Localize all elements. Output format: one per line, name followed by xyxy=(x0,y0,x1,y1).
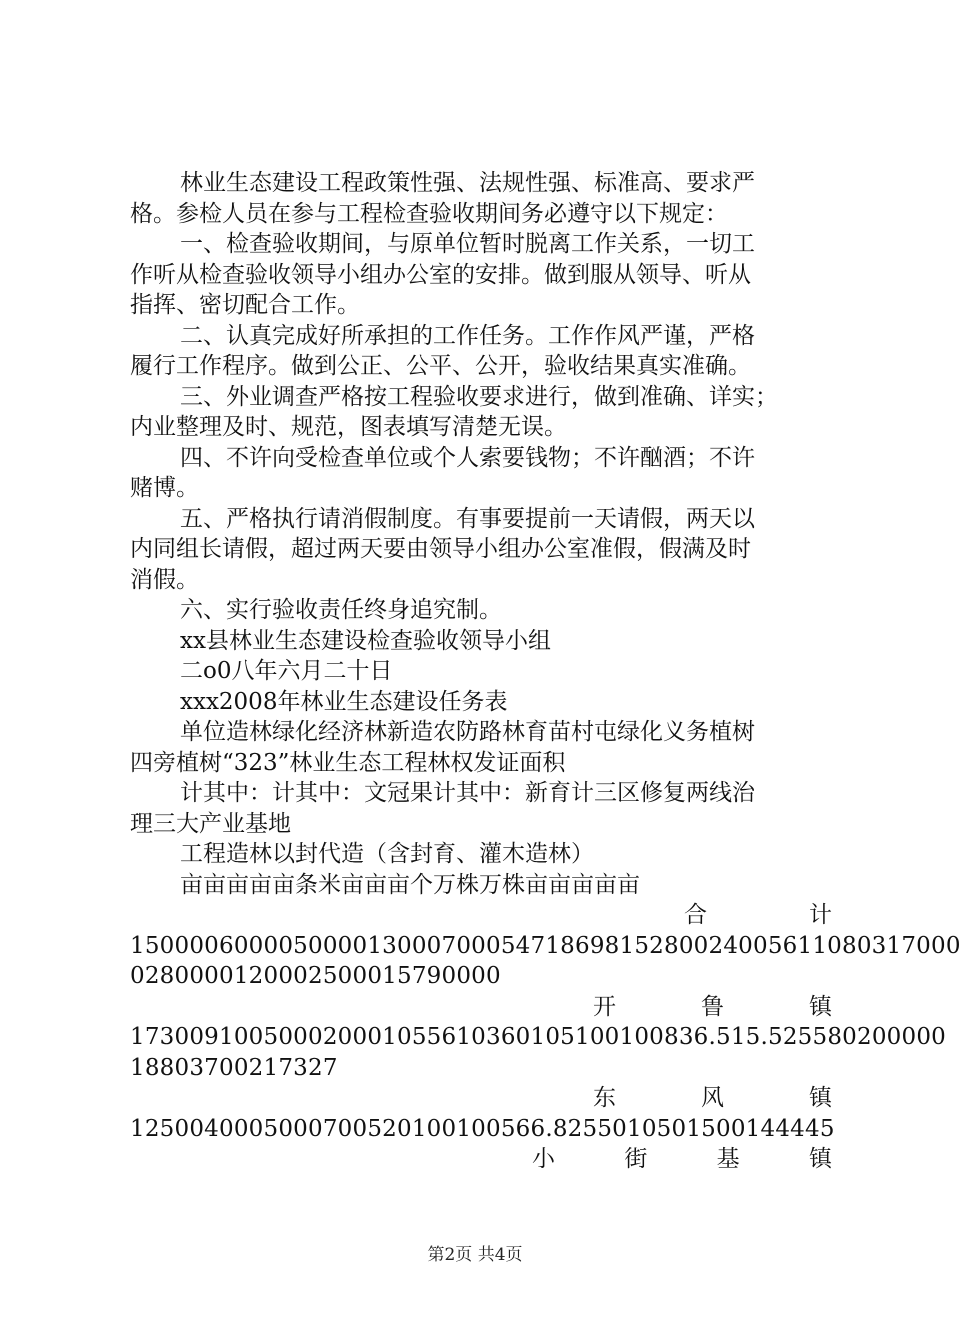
date: 二o0八年六月二十日 xyxy=(180,658,393,684)
rule-4-line-2: 赌博。 xyxy=(130,475,199,501)
row-total-char: 合 xyxy=(684,902,707,928)
rule-4-line-1: 四、不许向受检查单位或个人索要钱物；不许酗酒；不许 xyxy=(180,444,755,471)
row-total-label xyxy=(130,900,832,931)
row-dongfeng-label xyxy=(130,1083,832,1114)
rule-1-line-1: 一、检查验收期间，与原单位暂时脱离工作关系，一切工 xyxy=(180,231,755,257)
row-xiaojieji-label xyxy=(130,1144,832,1175)
row-kailu-char: 鲁 xyxy=(701,993,724,1020)
rule-2-line-2: 履行工作程序。做到公正、公平、公开，验收结果真实准确。 xyxy=(130,353,751,379)
table-header-1-line-1: 单位造林绿化经济林新造农防路林育苗村屯绿化义务植树 xyxy=(180,719,755,745)
table-header-1-line-2: 四旁植树“323”林业生态工程林权发证面积 xyxy=(130,749,566,776)
rule-1-line-2: 作听从检查验收领导小组办公室的安排。做到服从领导、听从 xyxy=(130,261,751,288)
document-body xyxy=(130,168,961,1175)
row-xiaojieji-char: 镇 xyxy=(808,1146,832,1172)
rule-5-line-1: 五、严格执行请消假制度。有事要提前一天请假，两天以 xyxy=(180,505,755,532)
row-total-char: 计 xyxy=(809,902,832,928)
table-units: 亩亩亩亩亩条米亩亩亩个万株万株亩亩亩亩亩 xyxy=(180,871,640,898)
row-total-values-1: 15000060000500001300070005471869815280024005611080317000 xyxy=(130,932,961,959)
rule-1-line-3: 指挥、密切配合工作。 xyxy=(130,292,360,318)
table-title: xxx2008年林业生态建设任务表 xyxy=(180,688,508,715)
row-total-values-2: 0280000120002500015790000 xyxy=(130,963,501,989)
rule-5-line-3: 消假。 xyxy=(130,566,199,593)
signature: xx县林业生态建设检查验收领导小组 xyxy=(180,627,551,654)
rule-2-line-1: 二、认真完成好所承担的工作任务。工作作风严谨，严格 xyxy=(180,322,755,349)
page-footer: 第2页 共4页 xyxy=(427,1245,523,1265)
rule-5-line-2: 内同组长请假，超过两天要由领导小组办公室准假，假满及时 xyxy=(130,536,751,562)
row-kailu-char: 开 xyxy=(593,993,616,1020)
table-header-2-line-2: 理三大产业基地 xyxy=(130,810,291,837)
row-dongfeng-char: 镇 xyxy=(809,1085,832,1111)
row-xiaojieji-char: 小 xyxy=(532,1146,555,1172)
table-header-3: 工程造林以封代造（含封育、灌木造林） xyxy=(180,841,594,867)
row-xiaojieji-char: 基 xyxy=(716,1146,740,1172)
row-xiaojieji-char: 街 xyxy=(624,1146,648,1172)
paragraph-intro-line-2: 格。参检人员在参与工程检查验收期间务必遵守以下规定： xyxy=(130,200,728,227)
rule-6: 六、实行验收责任终身追究制。 xyxy=(180,597,502,623)
row-dongfeng-values-1: 12500400050007005201001005​66.82550105015001444​45 xyxy=(130,1115,835,1142)
row-dongfeng-char: 东 xyxy=(593,1085,616,1111)
row-kailu-char: 镇 xyxy=(809,993,832,1020)
row-kailu-values-1: 17300910050002000105561036010510010083​6.515.525580200000 xyxy=(130,1024,947,1050)
table-header-2-line-1: 计其中：计其中：文冠果计其中：新育计三区修复两线治 xyxy=(180,780,755,806)
row-dongfeng-char: 风 xyxy=(701,1085,724,1111)
row-kailu-values-2: 18803700217327 xyxy=(130,1054,338,1081)
rule-3-line-2: 内业整理及时、规范，图表填写清楚无误。 xyxy=(130,414,567,440)
row-kailu-label xyxy=(130,992,832,1023)
rule-3-line-1: 三、外业调查严格按工程验收要求进行，做到准确、详实； xyxy=(180,383,778,410)
paragraph-intro-line-1: 林业生态建设工程政策性强、法规性强、标准高、要求严 xyxy=(180,170,755,196)
